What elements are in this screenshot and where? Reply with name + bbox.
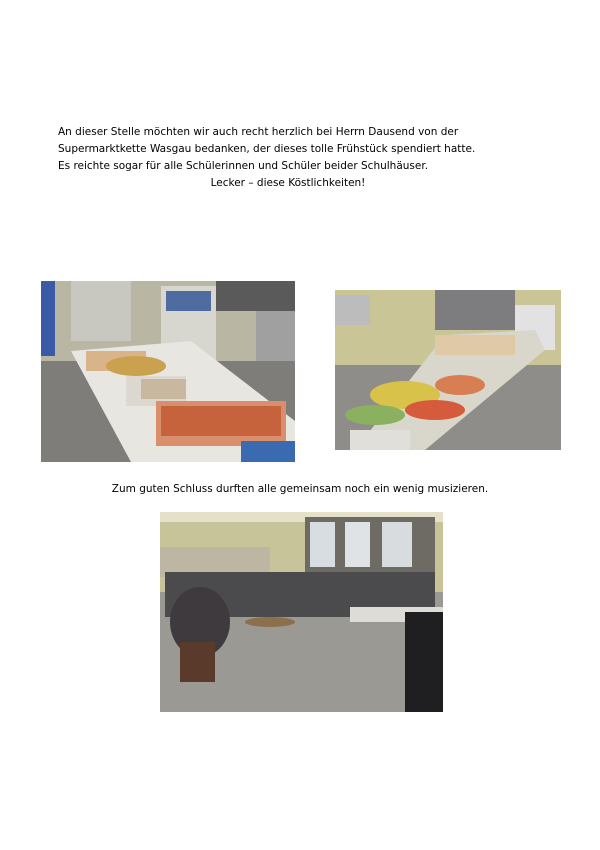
music-caption: Zum guten Schluss durften alle gemeinsam noch ein wenig musizieren. xyxy=(111,483,489,495)
buffet-photo-right xyxy=(335,290,561,450)
intro-line-3: Es reichte sogar für alle Schülerinnen und Schüler beider Schulhäuser. xyxy=(58,160,429,172)
intro-line-4: Lecker – diese Köstlichkeiten! xyxy=(210,177,366,189)
buffet-photo-left xyxy=(41,281,295,462)
intro-line-2: Supermarktkette Wasgau bedanken, der dieses tolle Frühstück spendiert hatte. xyxy=(58,143,476,155)
music-photo xyxy=(160,512,443,712)
intro-paragraph xyxy=(58,124,558,192)
intro-line-1: An dieser Stelle möchten wir auch recht herzlich bei Herrn Dausend von der xyxy=(58,126,459,138)
